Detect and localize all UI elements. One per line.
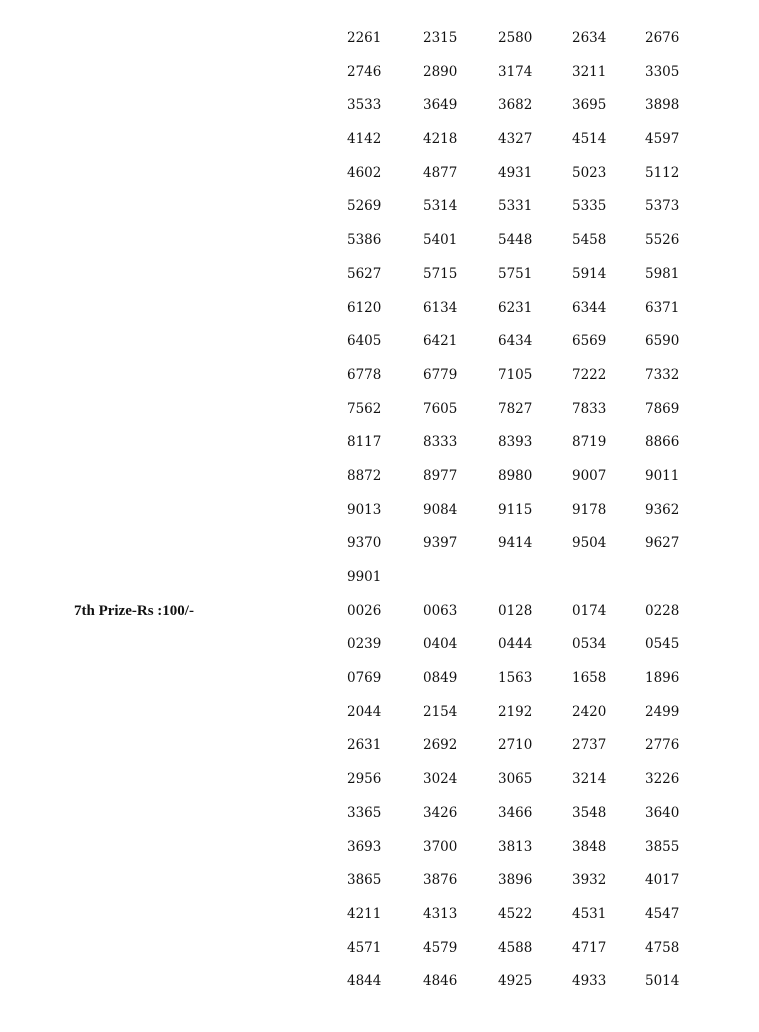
ticket-number: 5981	[645, 265, 680, 282]
ticket-number: 9370	[347, 535, 382, 552]
ticket-number: 2261	[347, 30, 382, 46]
prize-heading: 7th Prize-Rs :100/-	[74, 602, 194, 619]
ticket-number: 5627	[347, 265, 382, 282]
ticket-number: 7562	[347, 400, 382, 417]
ticket-number: 4925	[498, 973, 533, 990]
ticket-number: 5373	[645, 198, 680, 215]
ticket-number: 6569	[572, 333, 607, 350]
ticket-number: 5526	[645, 232, 680, 249]
number-row	[0, 190, 759, 224]
ticket-number: 9414	[498, 535, 533, 552]
results-document	[0, 22, 759, 999]
ticket-number: 8117	[347, 434, 382, 451]
ticket-number: 3065	[498, 771, 533, 788]
ticket-number: 2315	[423, 30, 458, 46]
ticket-number: 6779	[423, 366, 458, 383]
ticket-number: 6590	[645, 333, 680, 350]
prize-section	[0, 595, 759, 999]
ticket-number: 6405	[347, 333, 382, 350]
ticket-number: 7833	[572, 400, 607, 417]
ticket-number: 2890	[423, 63, 458, 80]
ticket-number: 3214	[572, 771, 607, 788]
ticket-number: 1658	[572, 670, 607, 687]
ticket-number: 4547	[645, 905, 680, 922]
ticket-number: 4933	[572, 973, 607, 990]
prize-section-continued	[0, 22, 759, 595]
ticket-number: 3865	[347, 872, 382, 889]
number-row	[0, 292, 759, 326]
ticket-number: 9901	[347, 569, 382, 585]
ticket-number: 4579	[423, 939, 458, 956]
number-row	[0, 864, 759, 898]
number-row	[0, 325, 759, 359]
ticket-number: 3024	[423, 771, 458, 788]
number-row	[0, 561, 759, 595]
ticket-number: 4142	[347, 131, 382, 148]
ticket-number: 4602	[347, 164, 382, 181]
ticket-number: 3174	[498, 63, 533, 80]
ticket-number: 3305	[645, 63, 680, 80]
ticket-number: 4844	[347, 973, 382, 990]
ticket-number: 3682	[498, 97, 533, 114]
ticket-number: 3533	[347, 97, 382, 114]
ticket-number: 0026	[347, 602, 382, 619]
number-row	[0, 258, 759, 292]
ticket-number: 3813	[498, 838, 533, 855]
ticket-number: 4877	[423, 164, 458, 181]
ticket-number: 0404	[423, 636, 458, 653]
number-row	[0, 494, 759, 528]
ticket-number: 8872	[347, 467, 382, 484]
ticket-number: 3548	[572, 804, 607, 821]
ticket-number: 2692	[423, 737, 458, 754]
ticket-number: 8980	[498, 467, 533, 484]
ticket-number: 2746	[347, 63, 382, 80]
ticket-number: 6344	[572, 299, 607, 316]
ticket-number: 5715	[423, 265, 458, 282]
ticket-number: 2631	[347, 737, 382, 754]
ticket-number: 4017	[645, 872, 680, 889]
ticket-number: 5386	[347, 232, 382, 249]
number-row	[0, 763, 759, 797]
ticket-number: 0534	[572, 636, 607, 653]
ticket-number: 9013	[347, 501, 382, 518]
ticket-number: 3898	[645, 97, 680, 114]
ticket-number: 4218	[423, 131, 458, 148]
number-row	[0, 628, 759, 662]
ticket-number: 3932	[572, 872, 607, 889]
ticket-number: 5023	[572, 164, 607, 181]
ticket-number: 9504	[572, 535, 607, 552]
ticket-number: 2710	[498, 737, 533, 754]
ticket-number: 2776	[645, 737, 680, 754]
ticket-number: 9115	[498, 501, 533, 518]
ticket-number: 0063	[423, 602, 458, 619]
ticket-number: 7869	[645, 400, 680, 417]
number-row	[0, 123, 759, 157]
ticket-number: 3226	[645, 771, 680, 788]
ticket-number: 4846	[423, 973, 458, 990]
ticket-number: 5401	[423, 232, 458, 249]
ticket-number: 5331	[498, 198, 533, 215]
ticket-number: 2737	[572, 737, 607, 754]
ticket-number: 6421	[423, 333, 458, 350]
ticket-number: 4327	[498, 131, 533, 148]
ticket-number: 6371	[645, 299, 680, 316]
ticket-number: 0769	[347, 670, 382, 687]
ticket-number: 9627	[645, 535, 680, 552]
ticket-number: 8393	[498, 434, 533, 451]
ticket-number: 4597	[645, 131, 680, 148]
ticket-number: 0128	[498, 602, 533, 619]
ticket-number: 6120	[347, 299, 382, 316]
ticket-number: 5269	[347, 198, 382, 215]
number-row	[0, 393, 759, 427]
ticket-number: 8866	[645, 434, 680, 451]
number-row	[0, 729, 759, 763]
ticket-number: 2192	[498, 703, 533, 720]
ticket-number: 5751	[498, 265, 533, 282]
number-row	[0, 898, 759, 932]
ticket-number: 5014	[645, 973, 680, 990]
ticket-number: 4717	[572, 939, 607, 956]
ticket-number: 2580	[498, 30, 533, 46]
ticket-number: 4211	[347, 905, 382, 922]
ticket-number: 3855	[645, 838, 680, 855]
ticket-number: 3700	[423, 838, 458, 855]
ticket-number: 4931	[498, 164, 533, 181]
number-row	[0, 157, 759, 191]
ticket-number: 1563	[498, 670, 533, 687]
number-row	[0, 797, 759, 831]
ticket-number: 7222	[572, 366, 607, 383]
number-row	[0, 224, 759, 258]
ticket-number: 2499	[645, 703, 680, 720]
ticket-number: 6134	[423, 299, 458, 316]
ticket-number: 7827	[498, 400, 533, 417]
ticket-number: 2634	[572, 30, 607, 46]
ticket-number: 5458	[572, 232, 607, 249]
ticket-number: 4531	[572, 905, 607, 922]
ticket-number: 3640	[645, 804, 680, 821]
number-row	[0, 696, 759, 730]
ticket-number: 4522	[498, 905, 533, 922]
ticket-number: 0174	[572, 602, 607, 619]
number-row	[0, 662, 759, 696]
ticket-number: 9011	[645, 467, 680, 484]
ticket-number: 1896	[645, 670, 680, 687]
ticket-number: 4313	[423, 905, 458, 922]
ticket-number: 3466	[498, 804, 533, 821]
ticket-number: 4514	[572, 131, 607, 148]
ticket-number: 3649	[423, 97, 458, 114]
ticket-number: 3876	[423, 872, 458, 889]
ticket-number: 5914	[572, 265, 607, 282]
number-row	[0, 89, 759, 123]
ticket-number: 2676	[645, 30, 680, 46]
ticket-number: 9178	[572, 501, 607, 518]
ticket-number: 0545	[645, 636, 680, 653]
ticket-number: 9397	[423, 535, 458, 552]
ticket-number: 7105	[498, 366, 533, 383]
number-row	[0, 359, 759, 393]
ticket-number: 5112	[645, 164, 680, 181]
ticket-number: 5314	[423, 198, 458, 215]
number-row	[0, 965, 759, 999]
number-row	[0, 426, 759, 460]
ticket-number: 0239	[347, 636, 382, 653]
ticket-number: 8719	[572, 434, 607, 451]
ticket-number: 8333	[423, 434, 458, 451]
ticket-number: 2956	[347, 771, 382, 788]
ticket-number: 6231	[498, 299, 533, 316]
ticket-number: 6778	[347, 366, 382, 383]
ticket-number: 4571	[347, 939, 382, 956]
ticket-number: 9084	[423, 501, 458, 518]
ticket-number: 3896	[498, 872, 533, 889]
number-row	[0, 595, 759, 629]
ticket-number: 9007	[572, 467, 607, 484]
number-row	[0, 527, 759, 561]
ticket-number: 0849	[423, 670, 458, 687]
ticket-number: 6434	[498, 333, 533, 350]
number-row	[0, 932, 759, 966]
number-row	[0, 22, 759, 56]
ticket-number: 2420	[572, 703, 607, 720]
ticket-number: 3365	[347, 804, 382, 821]
ticket-number: 7332	[645, 366, 680, 383]
ticket-number: 3695	[572, 97, 607, 114]
ticket-number: 0228	[645, 602, 680, 619]
ticket-number: 4588	[498, 939, 533, 956]
ticket-number: 9362	[645, 501, 680, 518]
ticket-number: 2154	[423, 703, 458, 720]
ticket-number: 3848	[572, 838, 607, 855]
number-row	[0, 56, 759, 90]
ticket-number: 3211	[572, 63, 607, 80]
ticket-number: 4758	[645, 939, 680, 956]
ticket-number: 5448	[498, 232, 533, 249]
ticket-number: 7605	[423, 400, 458, 417]
ticket-number: 3693	[347, 838, 382, 855]
number-row	[0, 831, 759, 865]
ticket-number: 5335	[572, 198, 607, 215]
ticket-number: 3426	[423, 804, 458, 821]
ticket-number: 8977	[423, 467, 458, 484]
number-row	[0, 460, 759, 494]
ticket-number: 2044	[347, 703, 382, 720]
ticket-number: 0444	[498, 636, 533, 653]
